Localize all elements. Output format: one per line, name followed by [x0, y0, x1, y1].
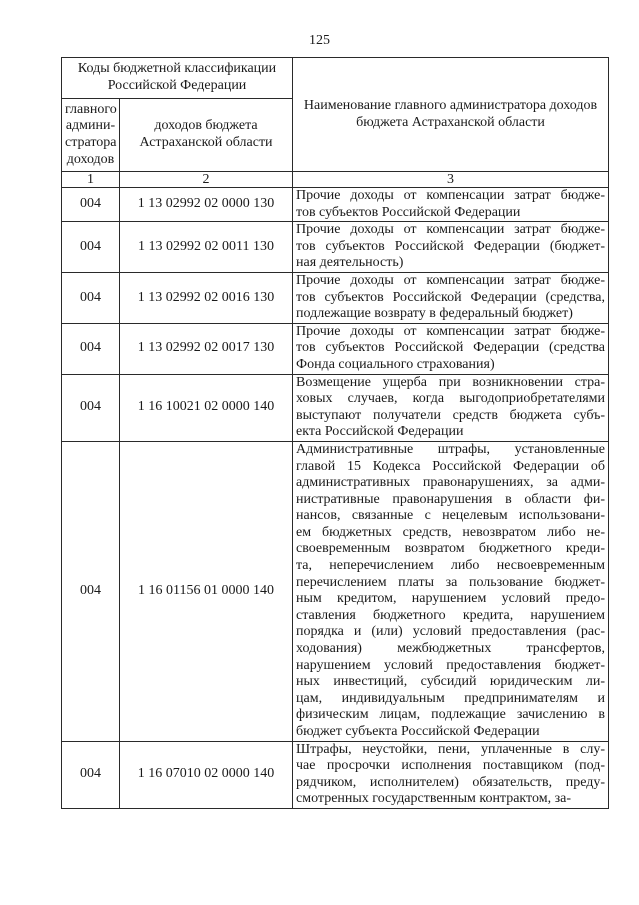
table-row	[62, 323, 609, 374]
cell-administrator-code: 004	[62, 741, 120, 808]
revenue-name-line: ным кредитом, нарушением условий предо-	[296, 591, 606, 607]
cell-administrator-code: 004	[62, 374, 120, 441]
cell-revenue-code: 1 13 02992 02 0011 130	[120, 222, 293, 273]
revenue-name-line: тов субъектов Российской Федерации	[296, 204, 521, 220]
revenue-name-line: ставления бюджетного кредита, нарушением	[296, 607, 606, 623]
revenue-name-line: цам, индивидуальным предпринимателям и	[296, 690, 606, 706]
revenue-name-line: екта Российской Федерации	[296, 424, 464, 440]
revenue-name-line: тов субъектов Российской Федерации (бюджет-	[296, 238, 606, 254]
cell-administrator-code: 004	[62, 188, 120, 222]
table-body	[62, 188, 609, 809]
page-number: 125	[309, 33, 330, 48]
revenue-name-line: ная деятельность)	[296, 255, 404, 271]
revenue-name-line: тов субъектов Российской Федерации (средства	[296, 340, 606, 356]
revenue-name-line: административных правонарушениях, за адми-	[296, 475, 606, 491]
revenue-name-line: ховых случаев, когда выгодоприобретателями	[296, 391, 606, 407]
header-codes-group: Коды бюджетной классификации Российской Федерации	[62, 58, 293, 99]
revenue-name-line: Прочие доходы от компенсации затрат бюдже-	[296, 222, 606, 238]
budget-classification-table	[61, 57, 609, 809]
table-row	[62, 188, 609, 222]
revenue-name-line: рядчиком, исполнителем) обязательств, преду-	[296, 774, 606, 790]
revenue-name-line: Административные штрафы, установленные	[296, 441, 606, 457]
column-number-1: 1	[62, 172, 120, 188]
revenue-name-line: физическим лицам, подлежащие зачислению в	[296, 707, 606, 723]
cell-revenue-name	[293, 272, 609, 323]
cell-revenue-name	[293, 441, 609, 741]
table-row	[62, 374, 609, 441]
revenue-name-line: ных инвестиций, субсидий юридическим ли-	[296, 674, 606, 690]
revenue-name-line: нансов, связанные с нецелевым использовани-	[296, 508, 606, 524]
revenue-name-line: Прочие доходы от компенсации затрат бюдже-	[296, 272, 606, 288]
revenue-name-line: ходования) межбюджетных трансфертов,	[296, 641, 606, 657]
revenue-name-line: своевременным возвратом бюджетного креди-	[296, 541, 606, 557]
header-main-administrator: главного админи-стратора доходов	[62, 99, 120, 172]
cell-revenue-code: 1 16 07010 02 0000 140	[120, 741, 293, 808]
table-row	[62, 222, 609, 273]
cell-revenue-code: 1 13 02992 02 0017 130	[120, 323, 293, 374]
cell-administrator-code: 004	[62, 441, 120, 741]
revenue-name-line: выступают получатели средств бюджета субъ-	[296, 407, 606, 423]
revenue-name-line: ем бюджетных средств, невозвратом либо не-	[296, 524, 606, 540]
revenue-name-line: Прочие доходы от компенсации затрат бюдже-	[296, 323, 606, 339]
cell-revenue-name	[293, 222, 609, 273]
cell-administrator-code: 004	[62, 272, 120, 323]
revenue-name-line: чае просрочки исполнения поставщиком (под-	[296, 758, 606, 774]
table-row	[62, 272, 609, 323]
table-row	[62, 741, 609, 808]
revenue-name-line: смотренных государственным контрактом, за-	[296, 791, 571, 807]
revenue-name-line: тов субъектов Российской Федерации (средства,	[296, 289, 606, 305]
table-row	[62, 441, 609, 741]
revenue-name-line: нистративные правонарушения в области фи-	[296, 491, 606, 507]
revenue-name-line: Фонда социального страхования)	[296, 356, 495, 372]
cell-administrator-code: 004	[62, 222, 120, 273]
cell-revenue-name	[293, 323, 609, 374]
revenue-name-line: бюджет субъекта Российской Федерации	[296, 724, 540, 739]
revenue-name-line: нарушением условий предоставления бюджет-	[296, 657, 606, 673]
revenue-name-line: Штрафы, неустойки, пени, уплаченные в слу-	[296, 741, 606, 757]
revenue-name-line: та, неперечислением либо несвоевременным	[296, 558, 606, 574]
cell-revenue-code: 1 13 02992 02 0000 130	[120, 188, 293, 222]
cell-revenue-name	[293, 188, 609, 222]
column-number-2: 2	[120, 172, 293, 188]
revenue-name-line: главой 15 Кодекса Российской Федерации об	[296, 458, 606, 474]
header-administrator-name: Наименование главного администратора доходов бюджета Астраханской области	[293, 58, 609, 172]
revenue-name-line: Прочие доходы от компенсации затрат бюдже-	[296, 188, 606, 203]
cell-revenue-name	[293, 374, 609, 441]
revenue-name-line: порядка и (или) условий предоставления (рас-	[296, 624, 606, 640]
revenue-name-line: Возмещение ущерба при возникновении стра-	[296, 374, 606, 390]
cell-revenue-code: 1 16 01156 01 0000 140	[120, 441, 293, 741]
revenue-name-line: подлежащие возврату в федеральный бюджет)	[296, 306, 573, 322]
cell-revenue-code: 1 13 02992 02 0016 130	[120, 272, 293, 323]
header-revenue-code: доходов бюджета Астраханской области	[120, 99, 293, 172]
revenue-name-line: перечислением платы за пользование бюджет-	[296, 574, 606, 590]
cell-revenue-code: 1 16 10021 02 0000 140	[120, 374, 293, 441]
cell-revenue-name	[293, 741, 609, 808]
column-number-3: 3	[293, 172, 609, 188]
cell-administrator-code: 004	[62, 323, 120, 374]
